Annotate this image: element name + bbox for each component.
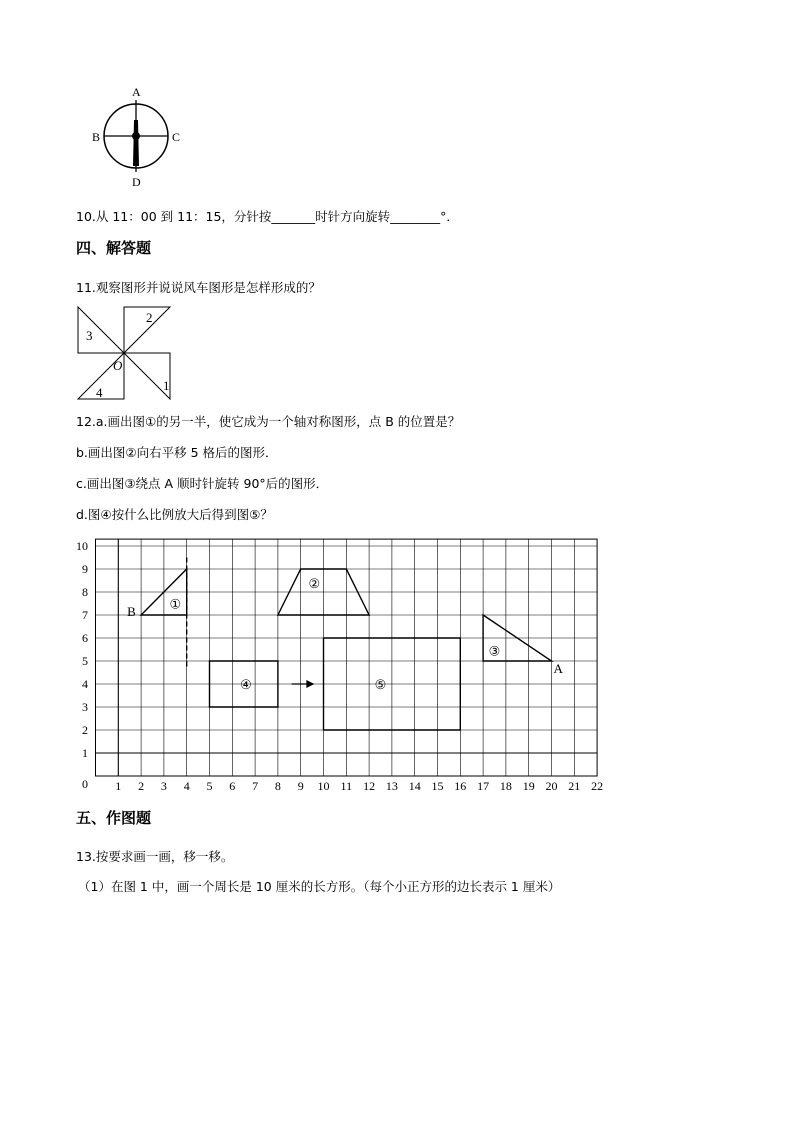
y-tick-label: 9 xyxy=(82,562,88,576)
enlarge-arrow-head xyxy=(306,680,314,688)
x-tick-label: 10 xyxy=(317,779,330,793)
y-tick-label: 7 xyxy=(82,608,88,622)
x-tick-label: 8 xyxy=(274,779,281,793)
pinwheel-blade-3 xyxy=(78,307,124,353)
coordinate-grid-figure xyxy=(0,530,794,800)
y-tick-label: 8 xyxy=(82,585,88,599)
x-tick-label: 21 xyxy=(568,779,581,793)
question-12c: c.画出图③绕点 A 顺时针旋转 90°后的图形． xyxy=(76,476,329,491)
shape-label-3: ③ xyxy=(488,643,501,659)
pinwheel-label-1: 1 xyxy=(163,378,170,393)
pinwheel-label-3: 3 xyxy=(86,328,93,343)
x-tick-label: 7 xyxy=(252,779,259,793)
shape-label-2: ② xyxy=(308,575,321,591)
y-tick-label: 1 xyxy=(82,746,88,760)
pinwheel-label-4: 4 xyxy=(96,385,103,400)
x-tick-label: 19 xyxy=(522,779,535,793)
x-tick-label: 6 xyxy=(229,779,236,793)
compass-label-b: B xyxy=(92,130,101,144)
x-tick-label: 14 xyxy=(408,779,421,793)
compass-needle xyxy=(133,120,139,166)
x-tick-label: 3 xyxy=(160,779,167,793)
compass-label-d: D xyxy=(132,175,141,189)
y-tick-label: 2 xyxy=(82,723,88,737)
x-tick-label: 1 xyxy=(115,779,122,793)
x-tick-label: 18 xyxy=(499,779,512,793)
shape-label-1: ① xyxy=(169,596,182,612)
question-13: 13.按要求画一画，移一移。 xyxy=(76,849,234,864)
x-tick-label: 5 xyxy=(206,779,213,793)
x-tick-label: 4 xyxy=(183,779,190,793)
x-tick-label: 15 xyxy=(431,779,444,793)
y-tick-label: 4 xyxy=(82,677,88,691)
pinwheel-figure xyxy=(74,304,184,404)
question-12a: 12.a.画出图①的另一半，使它成为一个轴对称图形，点 B 的位置是？ xyxy=(76,414,461,429)
y-tick-label: 3 xyxy=(82,700,88,714)
compass-figure xyxy=(84,84,194,190)
point-label-a: A xyxy=(553,661,563,676)
pinwheel-center-label: O xyxy=(113,358,123,373)
shape-label-5: ⑤ xyxy=(374,677,387,692)
x-tick-label: 2 xyxy=(138,779,145,793)
x-tick-label: 11 xyxy=(340,779,353,793)
section-5-title: 五、作图题 xyxy=(76,809,152,827)
compass-label-a: A xyxy=(132,85,141,99)
shape-label-4: ④ xyxy=(240,677,252,692)
question-12d: d.图④按什么比例放大后得到图⑤？ xyxy=(76,507,273,522)
compass-label-c: C xyxy=(172,130,181,144)
question-12b: b.画出图②向右平移 5 格后的图形． xyxy=(76,445,278,460)
pinwheel-label-2: 2 xyxy=(146,310,153,325)
question-10: 10.从 11：00 到 11：15，分针按_______时针方向旋转________°． xyxy=(76,209,459,224)
question-11: 11.观察图形并说说风车图形是怎样形成的？ xyxy=(76,280,321,295)
x-tick-label: 16 xyxy=(454,779,467,793)
y-tick-label: 10 xyxy=(76,539,88,553)
section-4-title: 四、解答题 xyxy=(76,239,152,257)
x-tick-label: 13 xyxy=(385,779,398,793)
y-tick-label: 5 xyxy=(82,654,88,668)
x-tick-label: 22 xyxy=(591,779,604,793)
x-tick-label: 20 xyxy=(545,779,558,793)
compass-pivot xyxy=(132,132,140,140)
y-tick-label: 6 xyxy=(82,631,88,645)
x-tick-label: 12 xyxy=(363,779,376,793)
point-label-b: B xyxy=(127,604,136,619)
question-13-part-1: （1）在图 1 中，画一个周长是 10 厘米的长方形。（每个小正方形的边长表示 1 厘米） xyxy=(78,879,561,894)
x-tick-label: 17 xyxy=(477,779,490,793)
y-tick-label: 0 xyxy=(82,777,88,791)
x-tick-label: 9 xyxy=(297,779,304,793)
